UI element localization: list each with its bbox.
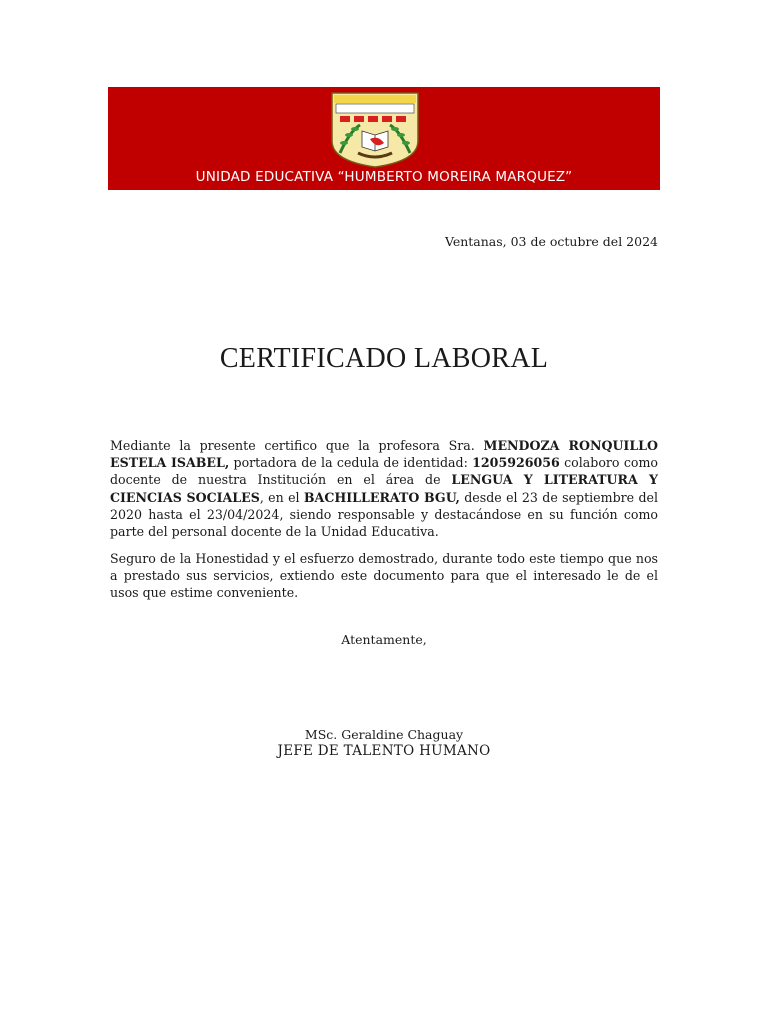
paragraph-text: Mediante la presente certifico que la profesora Sra. — [110, 438, 484, 453]
closing-salutation: Atentamente, — [341, 632, 427, 647]
page-title: CERTIFICADO LABORAL — [219, 343, 549, 374]
paragraph-text: colaboro como docente de nuestra Institución en el área de — [110, 455, 658, 488]
id-number: 1205926056 — [472, 455, 560, 471]
certification-paragraph — [110, 437, 658, 540]
program-name: BACHILLERATO BGU, — [303, 489, 460, 505]
school-crest-icon — [330, 91, 420, 169]
paragraph-text: desde el 23 de septiembre del 2020 hasta el 23/04/2024, siendo responsable y destacándose en su función como parte del personal docente de la Unidad Educativa. — [110, 489, 658, 540]
employee-name: MENDOZA RONQUILLO ESTELA ISABEL, — [110, 438, 659, 471]
school-name: UNIDAD EDUCATIVA “HUMBERTO MOREIRA MARQUEZ” — [195, 169, 573, 185]
date-line: Ventanas, 03 de octubre del 2024 — [444, 234, 658, 249]
signer-role: JEFE DE TALENTO HUMANO — [277, 743, 491, 759]
paragraph-text: portadora de la cedula de identidad: — [229, 455, 473, 471]
subject-area: LENGUA Y LITERATURA Y CIENCIAS SOCIALES — [110, 472, 658, 505]
header-banner — [108, 87, 660, 190]
statement-paragraph: Seguro de la Honestidad y el esfuerzo demostrado, durante todo este tiempo que nos a prestado sus servicios, extiendo este documento para que el interesado le de el usos que estime conveniente. — [110, 551, 658, 601]
signer-name: MSc. Geraldine Chaguay — [304, 727, 464, 742]
paragraph-text: , en el — [259, 489, 304, 505]
